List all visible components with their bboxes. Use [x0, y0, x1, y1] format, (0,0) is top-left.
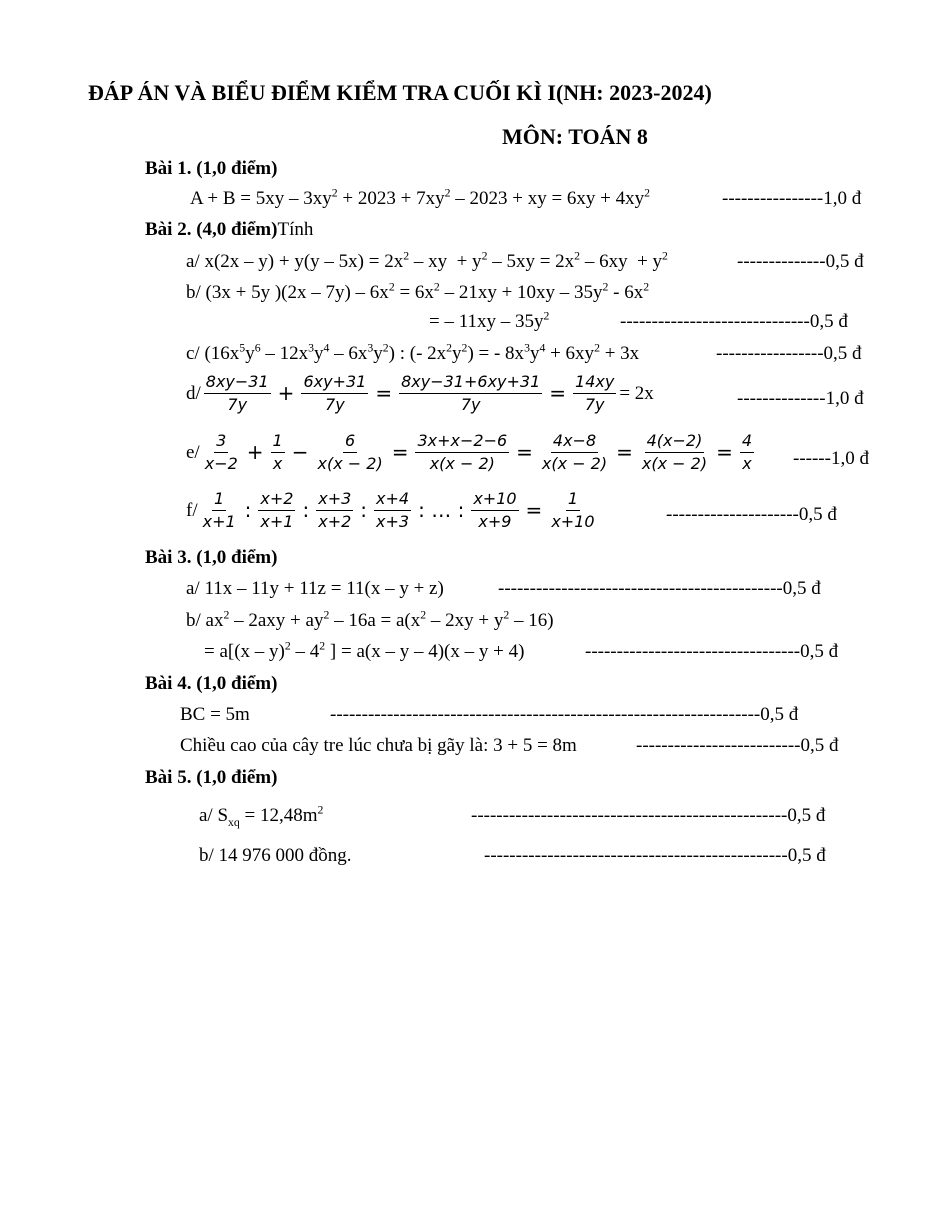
- fraction: $\frac{1}{x+1}$: [202, 489, 236, 532]
- bai1-answer: $A + B = 5xy - 3xy^2 + 2023 + 7xy^2 - 2023$ + xy = $6xy + 4xy^2$: [190, 186, 651, 209]
- bai3-heading: Bài 3. (1,0 điểm): [145, 547, 278, 568]
- fraction: $\frac{4x-8}{x(x - 2)}$: [541, 431, 608, 474]
- fraction: $\frac{3}{x-2}$: [204, 431, 238, 474]
- fraction: $\frac{x+4}{x+3}$: [376, 489, 410, 532]
- fraction: $\frac{6}{x(x - 2)}$: [317, 431, 383, 474]
- bai1-heading: Bài 1. (1,0 điểm): [145, 158, 278, 179]
- bai2-heading-suffix: Tính: [277, 219, 314, 240]
- bai3-b-score: ----------------------------------0,5 đ: [585, 641, 839, 662]
- bai4-heading: Bài 4. (1,0 điểm): [145, 673, 278, 694]
- bai2-heading-line: [145, 219, 313, 241]
- bai2-e-score: ------1,0 đ: [793, 448, 869, 469]
- bai3-b-line2: = $a[(x - y)^2 - 4^2$ ] = a(x – y – 4)(x – y + 4): [204, 639, 525, 662]
- bai2-e: e/ $\frac{3}{x-2}$ + $\frac{1}{x}$ − $\frac{6}{x(x - 2)}$ = $\frac{3x+x-2-6}{x(x - 2)}$ = $\frac{4x-8}{x(x - 2)}$ = $\frac{4(x-2)}{x(x - 2)}$ = $\frac{4}{x}$: [186, 431, 753, 474]
- bai2-c-score: -----------------0,5 đ: [716, 343, 862, 364]
- page-title: ĐÁP ÁN VÀ BIỂU ĐIỂM KIỂM TRA CUỐI KÌ I(NH: 2023-2024): [88, 80, 712, 105]
- bai2-b-score: ------------------------------0,5 đ: [620, 311, 848, 332]
- fraction: $\frac{x+10}{x+9}$: [473, 489, 517, 532]
- fraction: $\frac{14xy}{7y}$: [575, 372, 615, 415]
- bai1-score: ----------------1,0 đ: [722, 188, 862, 209]
- bai2-b-line1: b/ (3x + 5y )$(2x - 7y) - 6x^2 = 6x^2 - 21xy + 10xy - 35y^2 - 6x^2$: [186, 280, 650, 303]
- bai2-heading: Bài 2. (4,0 điểm): [145, 219, 278, 240]
- bai4-bc: BC = 5m: [180, 704, 250, 725]
- fraction: $\frac{4(x-2)}{x(x - 2)}$: [641, 431, 708, 474]
- bai5-b-score: ------------------------------------------------0,5 đ: [484, 845, 826, 866]
- bai2-a-score: --------------0,5 đ: [737, 251, 864, 272]
- bai2-f-score: ---------------------0,5 đ: [666, 504, 837, 525]
- bai2-d-score: --------------1,0 đ: [737, 388, 864, 409]
- bai5-b: b/ 14 976 000 đồng.: [199, 845, 352, 866]
- bai3-a-score: ---------------------------------------------0,5 đ: [498, 578, 821, 599]
- bai2-c: c/ $(16x^5y^6 - 12x^3y^4 - 6x^3y^2)$ : (- $2x^2y^2$) = - $8x^3y^4 + 6xy^2 + 3x$: [186, 341, 640, 364]
- fraction: $\frac{8xy-31+6xy+31}{7y}$: [401, 372, 541, 415]
- bai4-bc-score: --------------------------------------------------------------------0,5 đ: [330, 704, 799, 725]
- bai2-d: d/ $\frac{8xy-31}{7y}$ + $\frac{6xy+31}{7y}$ = $\frac{8xy-31+6xy+31}{7y}$ = $\frac{14xy}{7y}$ = 2x: [186, 372, 654, 415]
- bai3-b-line1: b/ $ax^2 - 2axy + ay^2 - 16a = a(x^2 - 2xy + y^2 - 16)$: [186, 608, 554, 631]
- fraction: $\frac{6xy+31}{7y}$: [303, 372, 367, 415]
- subject-title: MÔN: TOÁN 8: [502, 124, 648, 149]
- bai2-b-line2: = – $11xy - 35y^2$: [429, 309, 550, 332]
- fraction: $\frac{3x+x-2-6}{x(x - 2)}$: [417, 431, 508, 474]
- fraction: $\frac{4}{x}$: [741, 431, 753, 474]
- fraction: $\frac{x+3}{x+2}$: [318, 489, 352, 532]
- bai2-d-result: = 2x: [619, 382, 654, 404]
- bai2-a: a/ $x(2x - y) + y(y - 5x) = 2x^2$ – xy + $y^2 - 5xy = 2x^2 - 6xy + y^2$: [186, 249, 668, 272]
- fraction: $\frac{x+2}{x+1}$: [260, 489, 294, 532]
- bai4-height-score: --------------------------0,5 đ: [636, 735, 839, 756]
- bai5-heading: Bài 5. (1,0 điểm): [145, 767, 278, 788]
- fraction: $\frac{1}{x+10}$: [551, 489, 595, 532]
- bai3-a: a/ 11x – 11y + 11z = 11(x – y + z): [186, 578, 444, 599]
- bai5-a: a/ $S_{xq} = 12,48m^2$: [199, 803, 324, 829]
- fraction: $\frac{1}{x}$: [272, 431, 283, 474]
- bai4-height: Chiều cao của cây tre lúc chưa bị gãy là: 3 + 5 = 8m: [180, 735, 577, 756]
- bai2-f: f/ $\frac{1}{x+1}$ : $\frac{x+2}{x+1}$ : $\frac{x+3}{x+2}$ : $\frac{x+4}{x+3}$ : … : $\frac{x+10}{x+9}$ = $\frac{1}{x+10}$: [186, 489, 595, 532]
- bai5-a-score: --------------------------------------------------0,5 đ: [471, 805, 826, 826]
- fraction: $\frac{8xy-31}{7y}$: [205, 372, 269, 415]
